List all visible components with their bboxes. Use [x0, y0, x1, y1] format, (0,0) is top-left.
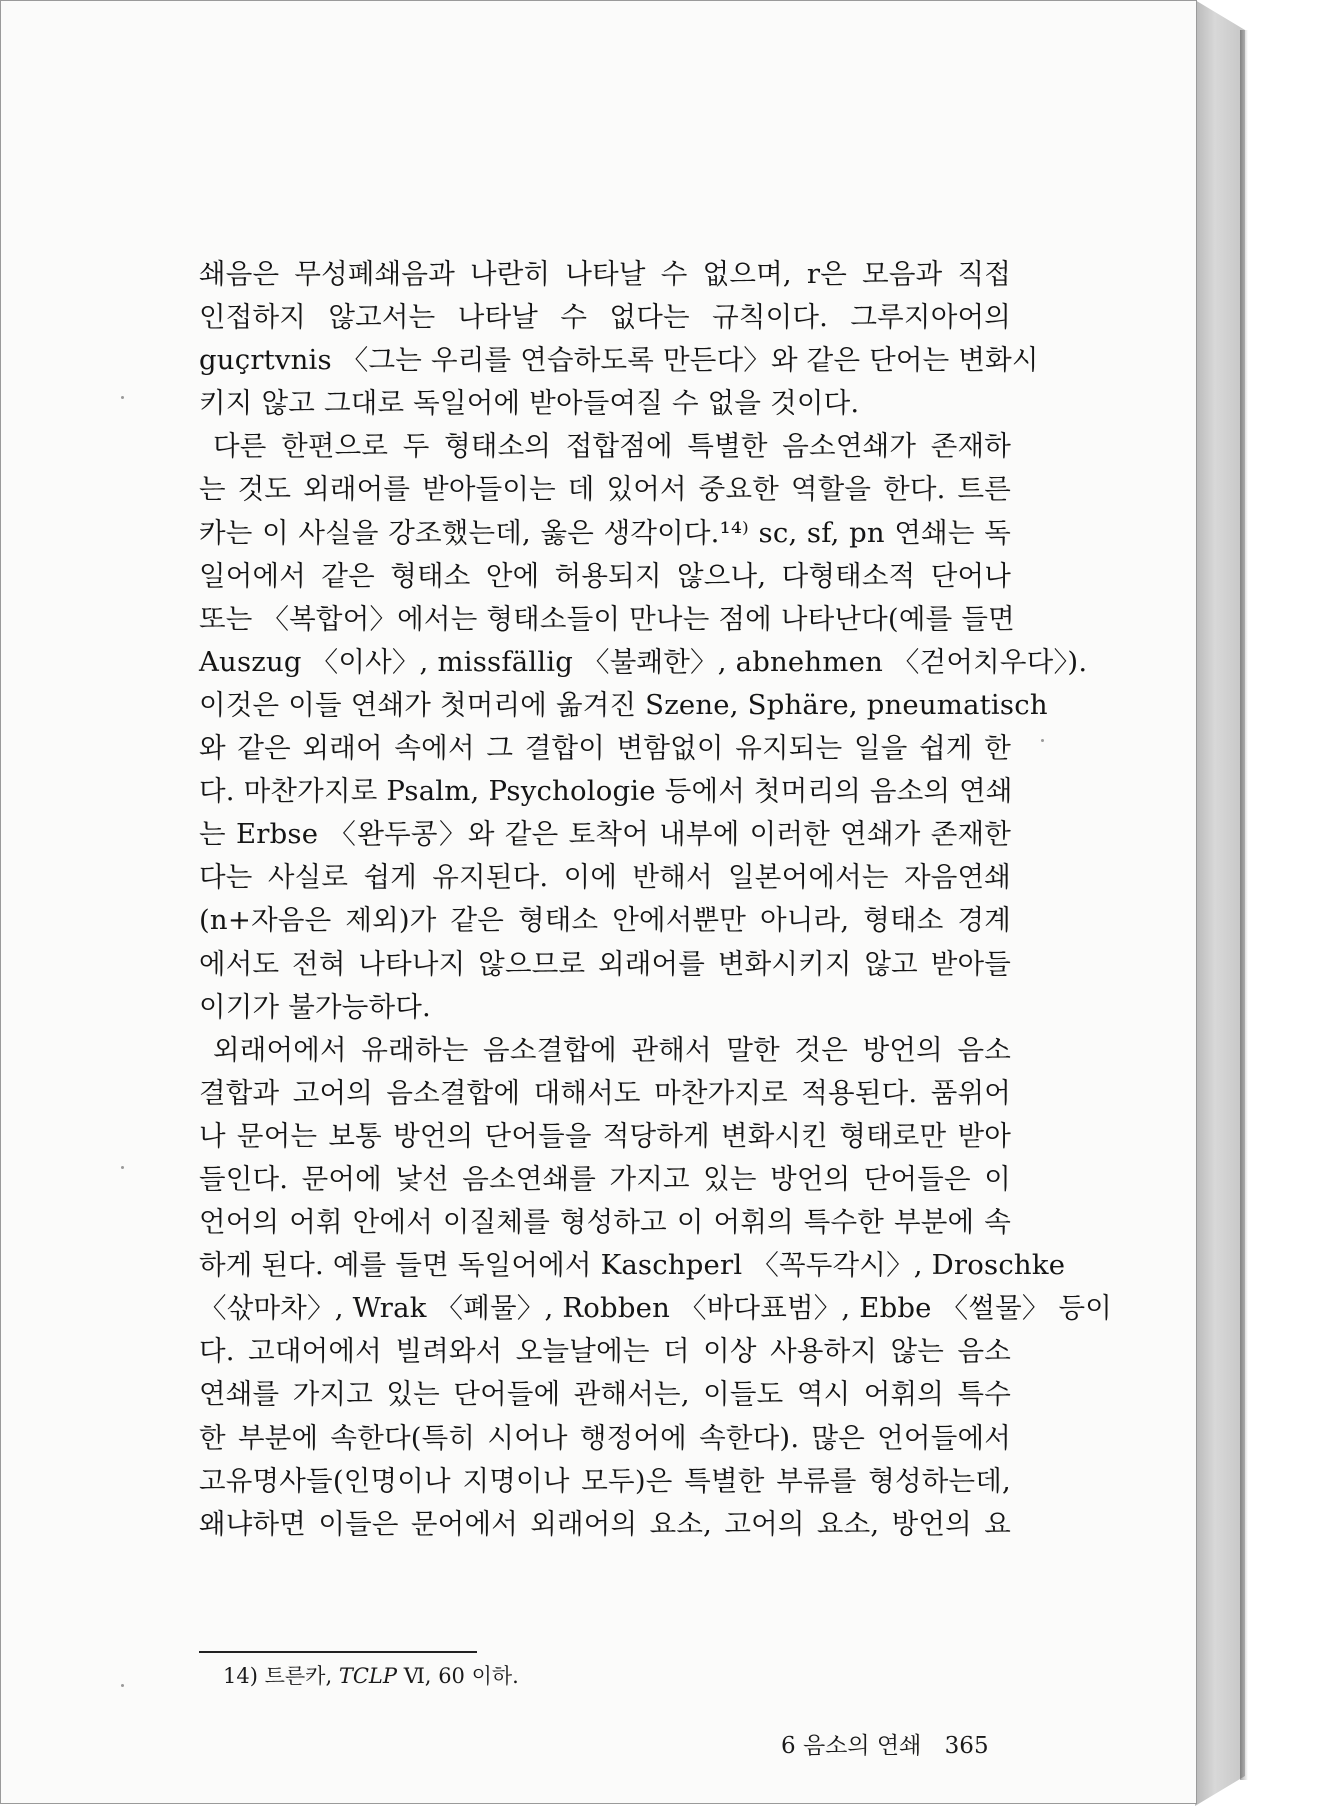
page-shadow — [1240, 30, 1248, 1780]
body-line: guçrtvnis 〈그는 우리를 연습하도록 만든다〉와 같은 단어는 변화시 — [199, 344, 1039, 377]
body-line: 연쇄를 가지고 있는 단어들에 관해서는, 이들도 역시 어휘의 특수 — [199, 1378, 1011, 1411]
body-line: 다른 한편으로 두 형태소의 접합점에 특별한 음소연쇄가 존재하 — [213, 430, 1011, 463]
footnote-pages: 60 이하. — [438, 1664, 519, 1688]
body-line: 결합과 고어의 음소결합에 대해서도 마찬가지로 적용된다. 품위어 — [199, 1076, 1011, 1109]
footnote-author: 트른카, — [264, 1664, 333, 1688]
body-line: 쇄음은 무성폐쇄음과 나란히 나타날 수 없으며, r은 모음과 직접 — [199, 258, 1011, 290]
body-line: 다는 사실로 쉽게 유지된다. 이에 반해서 일본어에서는 자음연쇄 — [199, 861, 1011, 894]
footnote-journal: TCLP — [338, 1664, 397, 1688]
body-line: 에서도 전혀 나타나지 않으므로 외래어를 변화시키지 않고 받아들 — [199, 947, 1011, 980]
body-line: 하게 된다. 예를 들면 독일어에서 Kaschperl 〈꼭두각시〉, Droschke — [199, 1249, 1066, 1282]
scan-speck — [121, 1684, 124, 1687]
scan-speck — [1041, 739, 1044, 742]
body-text — [199, 253, 1113, 1546]
body-line: 다. 고대어에서 빌려와서 오늘날에는 더 이상 사용하지 않는 음소 — [199, 1335, 1011, 1368]
body-line: 한 부분에 속한다(특히 시어나 행정어에 속한다). 많은 언어들에서 — [199, 1421, 1011, 1454]
body-line: 인접하지 않고서는 나타날 수 없다는 규칙이다. 그루지아어의 — [199, 301, 1011, 334]
footnote-volume: Ⅵ, — [403, 1664, 432, 1688]
body-line: 고유명사들(인명이나 지명이나 모두)은 특별한 부류를 형성하는데, — [199, 1464, 1011, 1497]
body-line: 는 것도 외래어를 받아들이는 데 있어서 중요한 역할을 한다. 트른 — [199, 473, 1011, 506]
chapter-title: 6 음소의 연쇄 — [781, 1733, 922, 1759]
body-line: 와 같은 외래어 속에서 그 결합이 변함없이 유지되는 일을 쉽게 한 — [199, 732, 1011, 765]
body-line: 나 문어는 보통 방언의 단어들을 적당하게 변화시킨 형태로만 받아 — [199, 1119, 1011, 1152]
body-line: 왜냐하면 이들은 문어에서 외래어의 요소, 고어의 요소, 방언의 요 — [199, 1507, 1011, 1540]
body-line: 일어에서 같은 형태소 안에 허용되지 않으나, 다형태소적 단어나 — [199, 559, 1011, 592]
body-line: (n+자음은 제외)가 같은 형태소 안에서뿐만 아니라, 형태소 경계 — [199, 904, 1011, 937]
footnote-rule — [199, 1651, 477, 1653]
body-line: 다. 마찬가지로 Psalm, Psychologie 등에서 첫머리의 음소의 연쇄 — [199, 775, 1013, 808]
book-page-edge — [1195, 0, 1245, 1806]
body-line: 키지 않고 그대로 독일어에 받아들여질 수 없을 것이다. — [199, 387, 860, 420]
body-line: 는 Erbse 〈완두콩〉와 같은 토착어 내부에 이러한 연쇄가 존재한 — [199, 818, 1011, 851]
body-line: 이기가 불가능하다. — [199, 990, 432, 1023]
scan-speck — [121, 1166, 124, 1169]
body-line: 외래어에서 유래하는 음소결합에 관해서 말한 것은 방언의 음소 — [213, 1033, 1011, 1066]
running-footer — [781, 1727, 1005, 1760]
footnote — [223, 1660, 519, 1690]
body-line: 카는 이 사실을 강조했는데, 옳은 생각이다.¹⁴⁾ sc, sf, pn 연쇄는 독 — [199, 516, 1011, 549]
body-line: 〈삯마차〉, Wrak 〈폐물〉, Robben 〈바다표범〉, Ebbe 〈썰물〉 등이 — [199, 1292, 1113, 1325]
scan-speck — [121, 396, 124, 399]
body-line: 들인다. 문어에 낯선 음소연쇄를 가지고 있는 방언의 단어들은 이 — [199, 1162, 1011, 1195]
body-line: 언어의 어휘 안에서 이질체를 형성하고 이 어휘의 특수한 부분에 속 — [199, 1206, 1011, 1239]
footnote-number: 14) — [223, 1664, 258, 1688]
body-line: 이것은 이들 연쇄가 첫머리에 옮겨진 Szene, Sphäre, pneumatisch — [199, 688, 1048, 721]
page-number: 365 — [944, 1733, 989, 1759]
body-line: 또는 〈복합어〉에서는 형태소들이 만나는 점에 나타난다(예를 들면 — [199, 602, 1015, 635]
body-line: Auszug 〈이사〉, missfällig 〈불쾌한〉, abnehmen 〈걷어치우다〉). — [199, 645, 1088, 678]
